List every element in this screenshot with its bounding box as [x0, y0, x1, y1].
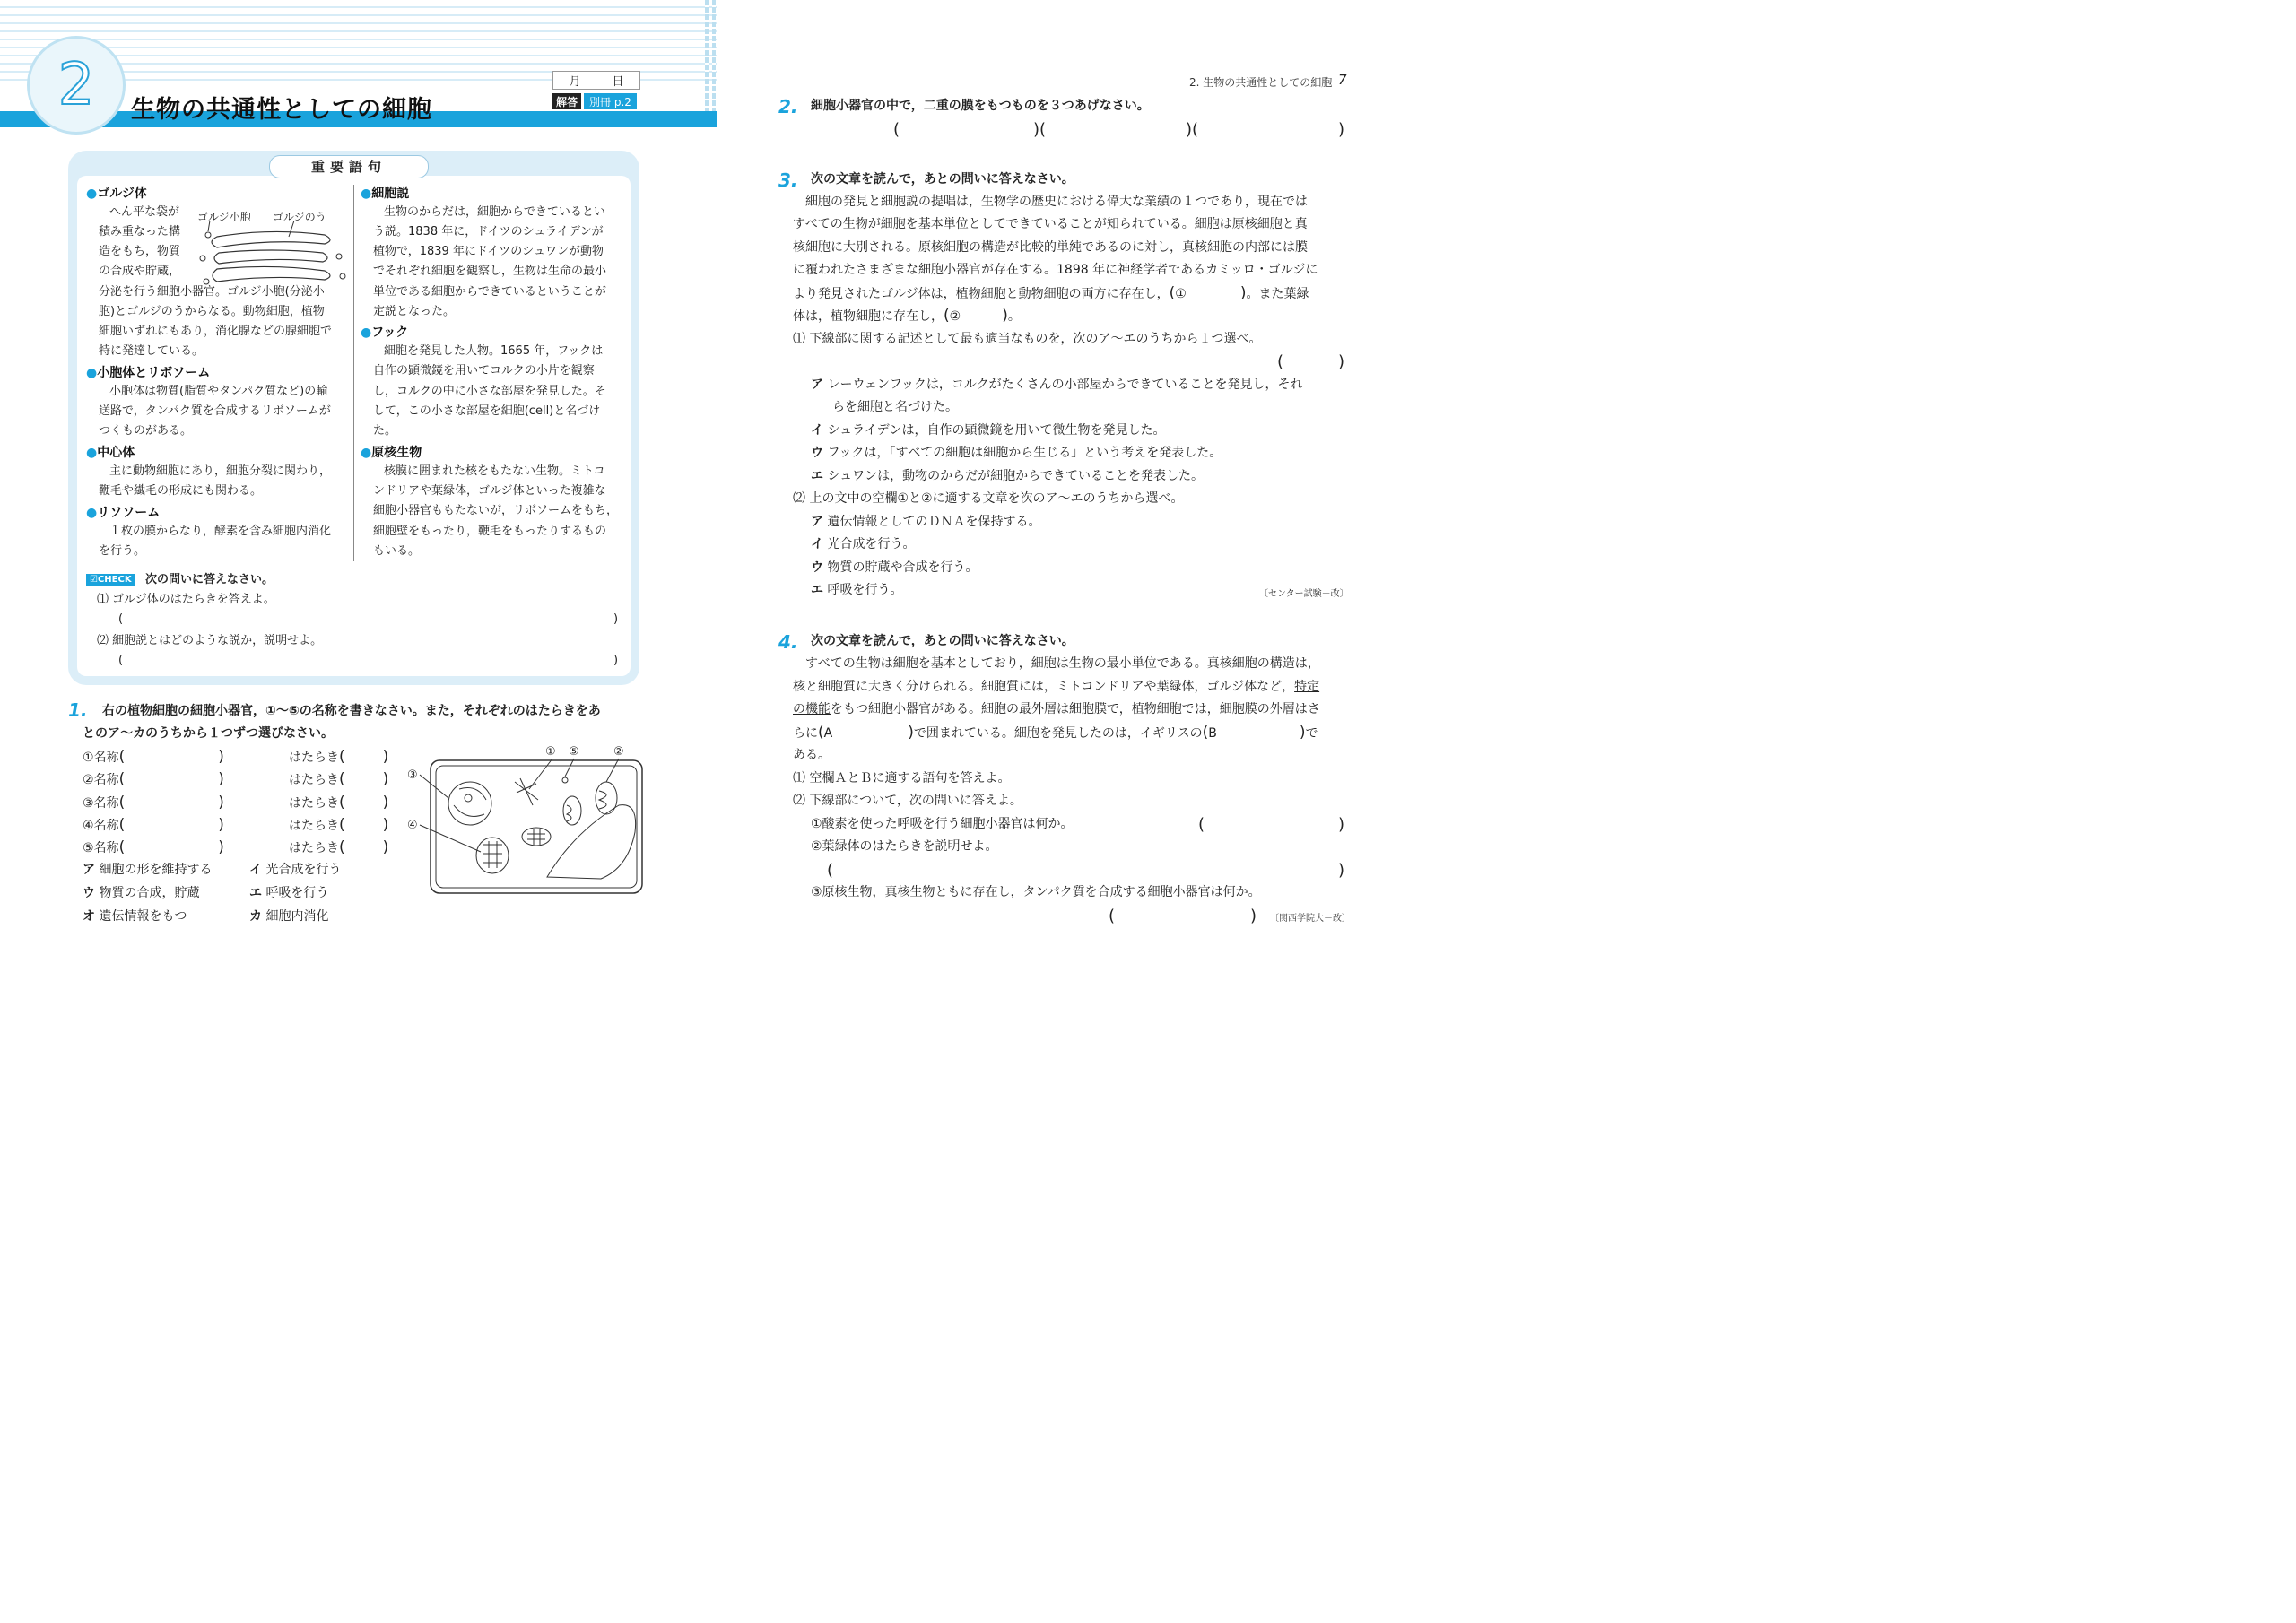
- question-3-text: 次の文章を読んで，あとの問いに答えなさい。: [811, 172, 1074, 187]
- answer-blank: ): [1338, 120, 1345, 139]
- sub-question-2c: ③原核生物，真核生物ともに存在し，タンパク質を合成する細胞小器官は何か。: [811, 885, 1261, 899]
- answer-blank: )(: [1186, 120, 1199, 139]
- question-4-text: 次の文章を読んで，あとの問いに答えなさい。: [811, 634, 1074, 648]
- prokaryote-line: 細胞壁をもったり，鞭毛をもったりするもの: [373, 525, 607, 538]
- check-question-2: ⑵ 細胞説とはどのような説か，説明せよ。: [97, 634, 323, 647]
- cell-theory-line: 植物で，1839 年にドイツのシュワンが動物: [373, 245, 604, 258]
- lysosome-line: を行う。: [99, 544, 146, 558]
- bullet-icon: ●: [361, 187, 372, 201]
- golgi-line: の合成や貯蔵，: [99, 265, 181, 278]
- source-note: 〔センター試験－改〕: [1259, 589, 1349, 599]
- golgi-diagram: [192, 221, 353, 289]
- diagram-label: ②: [613, 745, 624, 759]
- answer-close: ): [613, 612, 619, 626]
- golgi-sac-label: ゴルジのう: [273, 211, 326, 223]
- choice-u: ウ フックは，「すべての細胞は細胞から生じる」という考えを発表した。: [811, 446, 1222, 460]
- sub-question-2b: ②葉緑体のはたらきを説明せよ。: [811, 839, 998, 854]
- choice-a-cont: らを細胞と名づけた。: [832, 400, 958, 414]
- question-2-text: 細胞小器官の中で，二重の膜をもつものを３つあげなさい。: [811, 99, 1150, 113]
- passage-line: の機能をもつ細胞小器官がある。細胞の最外層は細胞膜で，植物細胞では，細胞膜の外層はさ: [793, 702, 1320, 716]
- answer-blank: (: [1109, 907, 1116, 925]
- answer-blank: (: [827, 861, 834, 880]
- passage-line: 体は，植物細胞に存在し，(② )。: [793, 307, 1021, 325]
- check-question-1: ⑴ ゴルジ体のはたらきを答えよ。: [97, 593, 275, 606]
- organelle-name-row: ④名称( ): [83, 815, 224, 834]
- golgi-line: 細胞いずれにもあり，消化腺などの腺細胞で: [99, 325, 333, 338]
- answer-open: (: [118, 654, 124, 667]
- answer-open: (: [118, 612, 124, 626]
- passage-line: ある。: [793, 748, 831, 762]
- plant-cell-diagram: [404, 742, 646, 897]
- golgi-vesicle-label: ゴルジ小胞: [197, 211, 251, 223]
- answer-blank: (: [893, 120, 900, 139]
- sub-question-1: ⑴ 空欄ＡとＢに適する語句を答えよ。: [793, 771, 1011, 785]
- hooke-line: た。: [373, 424, 397, 438]
- choice-u: ウ 物質の合成，貯蔵: [83, 886, 200, 900]
- organelle-function-row: はたらき( ): [289, 770, 389, 789]
- sub-question-2: ⑵ 上の文中の空欄①と②に適する文章を次のア～エのうちから選べ。: [793, 491, 1184, 506]
- answer-blank: ): [1338, 815, 1345, 834]
- prokaryote-line: 核膜に囲まれた核をもたない生物。ミトコ: [384, 464, 605, 478]
- bullet-icon: ●: [361, 446, 372, 460]
- diagram-label: ⑤: [569, 745, 579, 759]
- diagram-label: ③: [407, 768, 418, 782]
- diagram-label: ①: [545, 745, 556, 759]
- answer-blank: )(: [1033, 120, 1047, 139]
- term-heading-lysosome: ●リソソーム: [86, 506, 161, 520]
- page-number: 7: [1338, 72, 1347, 88]
- cell-theory-line: でそれぞれ細胞を観察し，生物は生命の最小: [373, 265, 607, 278]
- hooke-line: し，コルクの中に小さな部屋を発見した。そ: [373, 385, 606, 398]
- answer-blank: ): [1338, 861, 1345, 880]
- bullet-icon: ●: [361, 325, 372, 340]
- organelle-function-row: はたらき( ): [289, 748, 389, 766]
- bullet-icon: ●: [86, 187, 98, 201]
- sub-question-2: ⑵ 下線部について，次の問いに答えよ。: [793, 794, 1022, 808]
- centrosome-line: 主に動物細胞にあり，細胞分裂に関わり，: [109, 464, 332, 478]
- question-number-4: 4.: [778, 631, 798, 653]
- month-label: 月: [569, 75, 581, 89]
- term-heading-golgi: ●ゴルジ体: [86, 187, 147, 201]
- source-note: 〔関西学院大－改〕: [1270, 914, 1351, 924]
- sub-question-1: ⑴ 下線部に関する記述として最も適当なものを，次のア～エのうちから１つ選べ。: [793, 332, 1262, 346]
- check-prompt: 次の問いに答えなさい。: [145, 573, 274, 586]
- hooke-line: 自作の顕微鏡を用いてコルクの小片を観察: [373, 364, 595, 378]
- day-label: 日: [612, 75, 624, 89]
- answer-blank: ): [1338, 352, 1345, 371]
- term-heading-prokaryote: ●原核生物: [361, 446, 422, 460]
- golgi-line: 分泌を行う細胞小器官。ゴルジ小胞(分泌小: [99, 285, 325, 299]
- choice-a: ア 細胞の形を維持する: [83, 863, 213, 877]
- prokaryote-line: もいる。: [373, 544, 421, 558]
- bullet-icon: ●: [86, 506, 98, 520]
- organelle-name-row: ③名称( ): [83, 793, 224, 812]
- organelle-function-row: はたらき( ): [289, 815, 389, 834]
- golgi-line: 胞)とゴルジのうからなる。動物細胞，植物: [99, 305, 325, 318]
- term-heading-centrosome: ●中心体: [86, 446, 135, 460]
- question-number-1: 1.: [68, 699, 88, 721]
- organelle-function-row: はたらき( ): [289, 838, 389, 857]
- passage-line: 核と細胞質に大きく分けられる。細胞質には，ミトコンドリアや葉緑体，ゴルジ体など，特定: [793, 680, 1320, 694]
- organelle-name-row: ①名称( ): [83, 748, 224, 766]
- lysosome-line: １枚の膜からなり，酵素を含み細胞内消化: [109, 525, 332, 538]
- cell-theory-line: 生物のからだは，細胞からできているとい: [384, 205, 605, 219]
- passage-line: すべての生物は細胞を基本としており，細胞は生物の最小単位である。真核細胞の構造は，: [805, 656, 1320, 671]
- passage-line: に覆われたさまざまな細胞小器官が存在する。1898 年に神経学者であるカミッロ・ゴルジに: [793, 263, 1318, 277]
- question-number-3: 3.: [778, 169, 798, 191]
- cell-theory-line: う説。1838 年に，ドイツのシュライデンが: [373, 225, 604, 239]
- choice-a: ア 遺伝情報としてのＤＮＡを保持する。: [811, 515, 1041, 529]
- question-1-text: とのア～カのうちから１つずつ選びなさい。: [83, 726, 334, 741]
- choice-e: エ 呼吸を行う: [249, 886, 329, 900]
- term-heading-cell-theory: ●細胞説: [361, 187, 410, 201]
- er-line: つくものがある。: [99, 424, 193, 438]
- choice-i: イ 光合成を行う。: [811, 537, 916, 551]
- er-line: 小胞体は物質(脂質やタンパク質など)の輸: [109, 385, 328, 398]
- hooke-line: して，この小さな部屋を細胞(cell)と名づけ: [373, 404, 601, 418]
- header-stripe-divider: [712, 0, 716, 126]
- term-heading-er: ●小胞体とリボソーム: [86, 366, 211, 380]
- organelle-name-row: ⑤名称( ): [83, 838, 224, 857]
- question-number-2: 2.: [778, 96, 798, 117]
- choice-u: ウ 物質の貯蔵や合成を行う。: [811, 560, 978, 575]
- choice-a: ア レーウェンフックは，コルクがたくさんの小部屋からできていることを発見し，それ: [811, 378, 1303, 392]
- key-terms-title: 重要語句: [269, 155, 429, 178]
- hooke-line: 細胞を発見した人物。1665 年，フックは: [384, 344, 604, 358]
- check-badge: ☑CHECK: [86, 574, 135, 586]
- golgi-line: 造をもち，物質: [99, 245, 181, 258]
- choice-i: イ 光合成を行う: [249, 863, 342, 877]
- answer-reference: [552, 93, 637, 109]
- diagram-label: ④: [407, 819, 418, 832]
- passage-line: より発見されたゴルジ体は，植物細胞と動物細胞の両方に存在し，(① )。また葉緑: [793, 284, 1309, 302]
- centrosome-line: 鞭毛や繊毛の形成にも関わる。: [99, 484, 263, 498]
- question-1-text: 右の植物細胞の細胞小器官，①～⑤の名称を書きなさい。また，それぞれのはたらきをあ: [102, 704, 601, 718]
- column-divider: [353, 185, 354, 561]
- header-stripe-divider: [705, 0, 709, 126]
- organelle-name-row: ②名称( ): [83, 770, 224, 789]
- passage-line: すべての生物が細胞を基本単位としてできていることが知られている。細胞は原核細胞と真: [793, 217, 1308, 231]
- organelle-function-row: はたらき( ): [289, 793, 389, 812]
- passage-line: 核細胞に大別される。原核細胞の構造が比較的単純であるのに対し，真核細胞の内部には膜: [793, 240, 1308, 255]
- term-heading-hooke: ●フック: [361, 325, 409, 340]
- bullet-icon: ●: [86, 366, 98, 380]
- golgi-line: へん平な袋が: [109, 205, 180, 219]
- page-title: 生物の共通性としての細胞: [131, 96, 432, 124]
- prokaryote-line: ンドリアや葉緑体，ゴルジ体といった複雑な: [373, 484, 606, 498]
- answer-close: ): [613, 654, 619, 667]
- passage-line: らに(A )で囲まれている。細胞を発見したのは，イギリスの(B )で: [793, 724, 1318, 742]
- date-box: [552, 71, 640, 90]
- answer-blank: (: [1277, 352, 1284, 371]
- answer-blank: (: [1198, 815, 1205, 834]
- bullet-icon: ●: [86, 446, 98, 460]
- answer-blank: ): [1250, 907, 1257, 925]
- sub-question-2a: ①酸素を使った呼吸を行う細胞小器官は何か。: [811, 817, 1074, 831]
- chapter-badge: [27, 36, 126, 135]
- choice-e: エ シュワンは，動物のからだが細胞からできていることを発表した。: [811, 469, 1205, 483]
- golgi-line: 積み重なった構: [99, 225, 181, 239]
- golgi-line: 特に発達している。: [99, 344, 204, 358]
- choice-o: オ 遺伝情報をもつ: [83, 909, 187, 924]
- choice-e: エ 呼吸を行う。: [811, 583, 903, 597]
- prokaryote-line: 細胞小器官ももたないが，リボソームをもち，: [373, 504, 619, 517]
- passage-line: 細胞の発見と細胞説の提唱は，生物学の歴史における偉大な業績の１つであり，現在では: [805, 195, 1308, 209]
- chapter-number: 2: [57, 52, 95, 118]
- running-head: 2. 生物の共通性としての細胞: [1189, 76, 1333, 89]
- cell-theory-line: 単位である細胞からできているということが: [373, 285, 606, 299]
- answer-page: 別冊 p.2: [584, 93, 637, 109]
- er-line: 送路で，タンパク質を合成するリボソームが: [99, 404, 331, 418]
- cell-theory-line: 定説となった。: [373, 305, 456, 318]
- choice-ka: カ 細胞内消化: [249, 909, 329, 924]
- choice-i: イ シュライデンは，自作の顕微鏡を用いて微生物を発見した。: [811, 423, 1166, 438]
- answer-key: 解答: [552, 93, 581, 109]
